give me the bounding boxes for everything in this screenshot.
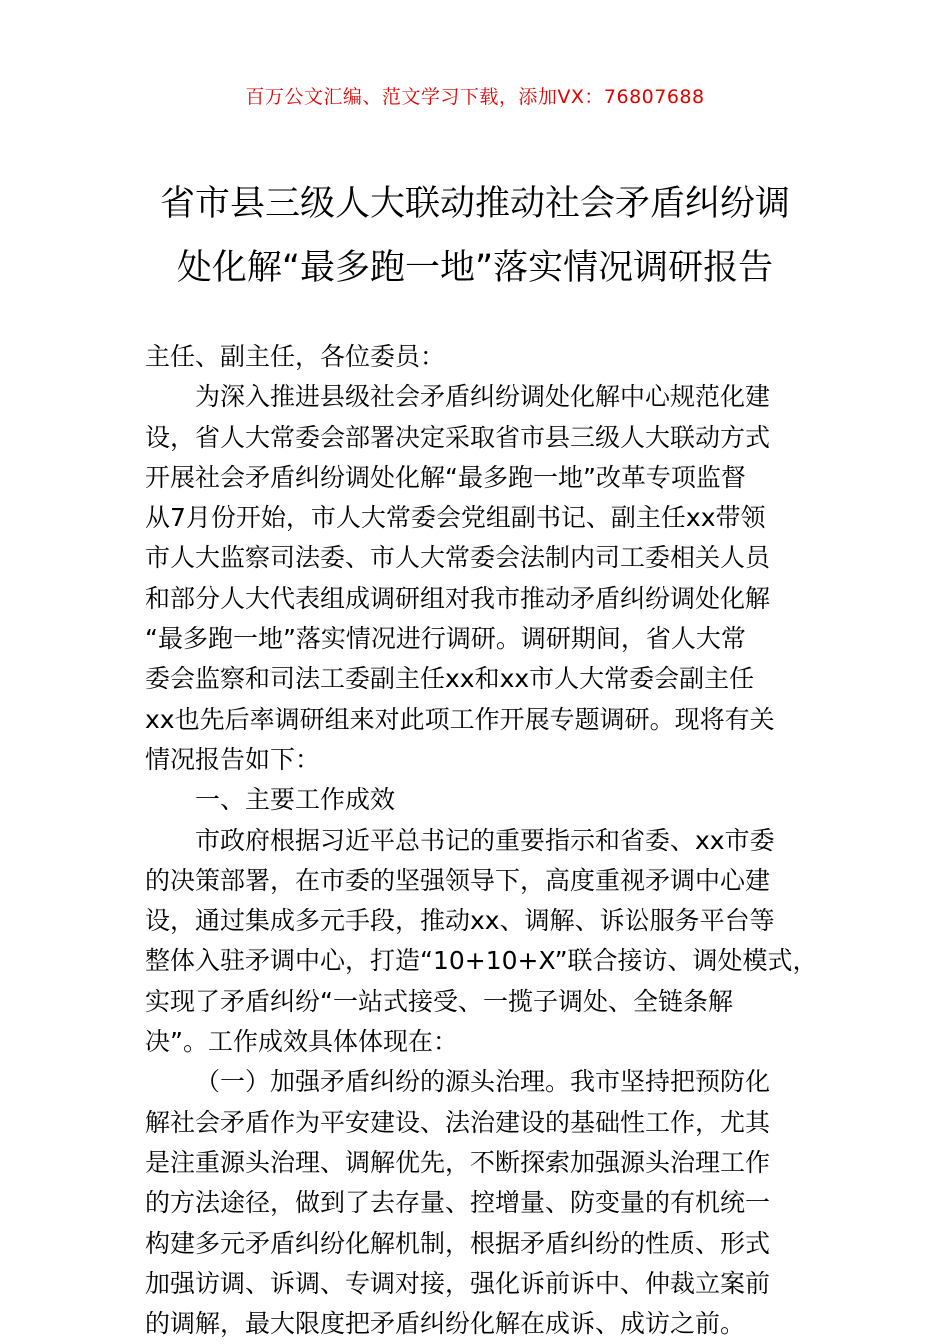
paragraph-line: 和部分人大代表组成调研组对我市推动矛盾纠纷调处化解 xyxy=(145,583,771,613)
paragraph-line: 的方法途径，做到了去存量、控增量、防变量的有机统一 xyxy=(145,1188,771,1218)
document-body xyxy=(145,337,818,1344)
paragraph-line: 决”。工作成效具体体现在： xyxy=(145,1027,458,1057)
salutation: 主任、副主任，各位委员： xyxy=(145,342,446,371)
paragraph-line: 从7月份开始，市人大常委会党组副书记、副主任xx带领 xyxy=(145,503,766,533)
paragraph-line: 为深入推进县级社会矛盾纠纷调处化解中心规范化建 xyxy=(195,382,771,412)
paragraph-line: 设，省人大常委会部署决定采取省市县三级人大联动方式 xyxy=(145,422,771,452)
paragraph-line: 整体入驻矛调中心，打造“10+10+X”联合接访、调处模式， xyxy=(145,946,818,976)
paragraph-line: 市政府根据习近平总书记的重要指示和省委、xx市委 xyxy=(195,825,775,855)
paragraph-line: 的调解，最大限度把矛盾纠纷化解在成诉、成访之前。 xyxy=(145,1309,746,1339)
paragraph-line: 开展社会矛盾纠纷调处化解“最多跑一地”改革专项监督 xyxy=(145,462,746,492)
subsection-line: （一）加强矛盾纠纷的源头治理。我市坚持把预防化 xyxy=(195,1067,771,1097)
document-title xyxy=(120,172,830,300)
title-line-1: 省市县三级人大联动推动社会矛盾纠纷调 xyxy=(159,184,790,224)
watermark-banner: 百万公文汇编、范文学习下载，添加VX：76807688 xyxy=(245,86,705,108)
paragraph-line: 委会监察和司法工委副主任xx和xx市人大常委会副主任 xyxy=(145,664,755,694)
paragraph-line: “最多跑一地”落实情况进行调研。调研期间，省人大常 xyxy=(145,624,746,654)
paragraph-line: 市人大监察司法委、市人大常委会法制内司工委相关人员 xyxy=(145,543,771,573)
paragraph-line: 加强访调、诉调、专调对接，强化诉前诉中、仲裁立案前 xyxy=(145,1268,771,1298)
paragraph-line: 设，通过集成多元手段，推动xx、调解、诉讼服务平台等 xyxy=(145,906,775,936)
paragraph-line: 情况报告如下： xyxy=(145,744,321,774)
section-heading: 一、主要工作成效 xyxy=(195,785,396,815)
paragraph-line: 实现了矛盾纠纷“一站式接受、一揽子调处、全链条解 xyxy=(145,986,733,1016)
paragraph-line: 是注重源头治理、调解优先，不断探索加强源头治理工作 xyxy=(145,1147,771,1177)
paragraph-line: xx也先后率调研组来对此项工作开展专题调研。现将有关 xyxy=(145,704,775,734)
title-line-2: 处化解“最多跑一地”落实情况调研报告 xyxy=(176,248,774,288)
paragraph-line: 的决策部署，在市委的坚强领导下，高度重视矛调中心建 xyxy=(145,865,771,895)
paragraph-line: 构建多元矛盾纠纷化解机制，根据矛盾纠纷的性质、形式 xyxy=(145,1228,771,1258)
paragraph-line: 解社会矛盾作为平安建设、法治建设的基础性工作，尤其 xyxy=(145,1107,771,1137)
